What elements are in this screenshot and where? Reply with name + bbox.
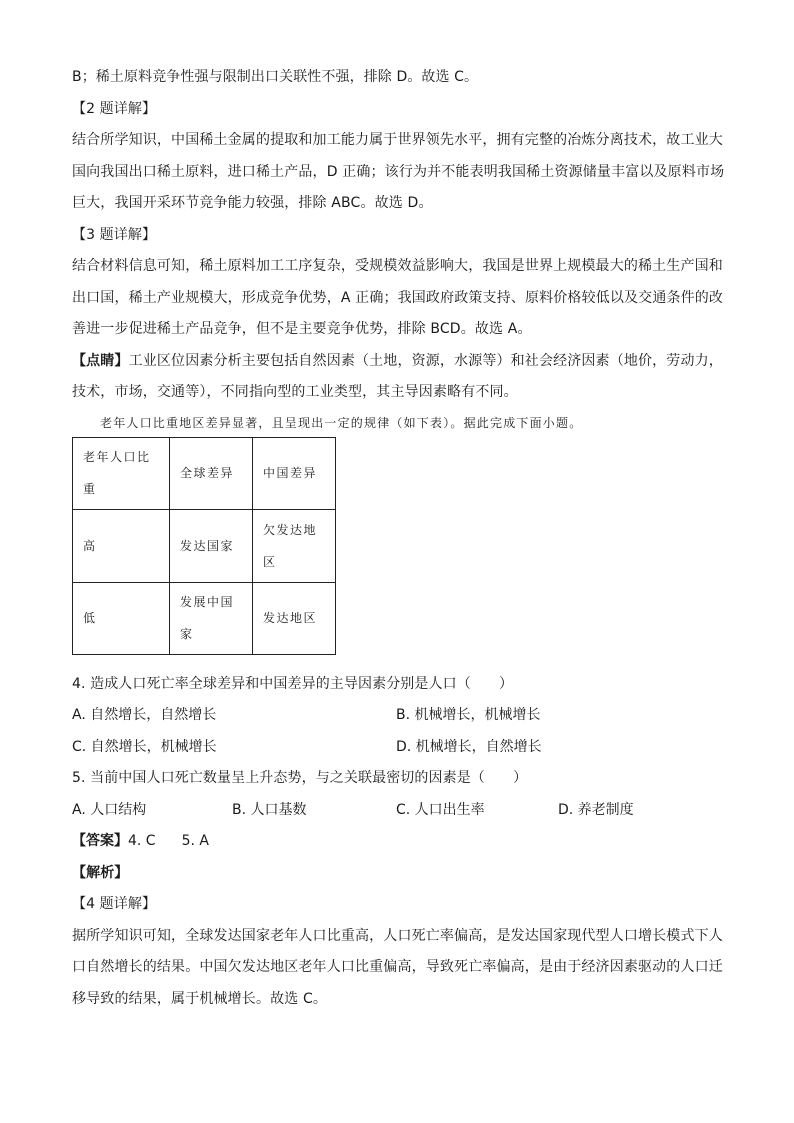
q3-detail-line: 结合材料信息可知，稀土原料加工工序复杂，受规模效益影响大，我国是世界上规模最大的稀土生产国和 <box>72 258 723 274</box>
answer-5: 5. A <box>181 833 209 849</box>
table-header-row <box>73 437 336 509</box>
cell-global-low: 发展中国 家 <box>170 582 253 654</box>
q2-detail-line: 巨大，我国开采环节竞争能力较强，排除 ABC。故选 D。 <box>72 195 433 211</box>
continuation-line: B；稀土原料竞争性强与限制出口关联性不强，排除 D。故选 C。 <box>72 69 479 85</box>
q4-detail-heading: 【4 题详解】 <box>72 896 157 912</box>
q2-detail-line: 国向我国出口稀土原料，进口稀土产品，D 正确；该行为并不能表明我国稀土资源储量丰富以及原料市场 <box>72 163 725 180</box>
q3-detail-line: 善进一步促进稀土产品竞争，但不是主要竞争优势，排除 BCD。故选 A。 <box>72 321 532 337</box>
tip-line <box>72 346 722 378</box>
q4-detail-line: 口自然增长的结果。中国欠发达地区老年人口比重偏高，导致死亡率偏高，是由于经济因素驱动的人口迁 <box>72 959 723 975</box>
q5-stem: 5. 当前中国人口死亡数量呈上升态势，与之关联最密切的因素是（ ） <box>72 770 528 786</box>
q2-detail-heading: 【2 题详解】 <box>72 100 157 117</box>
q4-options-row-2 <box>72 732 722 764</box>
table-row-high <box>73 509 336 582</box>
cell-level-high: 高 <box>73 509 170 582</box>
header-cell-global: 全球差异 <box>170 437 253 509</box>
q4-detail-line: 据所学知识可知，全球发达国家老年人口比重高，人口死亡率偏高，是发达国家现代型人口增长模式下人 <box>72 927 723 944</box>
q5-options-row <box>72 795 722 827</box>
analysis-tag: 【解析】 <box>72 864 129 881</box>
table-row-low <box>73 582 336 654</box>
q5-option-c: C. 人口出生率 <box>396 801 485 818</box>
q5-option-b: B. 人口基数 <box>232 801 307 818</box>
table-intro: 老年人口比重地区差异显著，且呈现出一定的规律（如下表）。据此完成下面小题。 <box>100 415 583 430</box>
q3-detail-line: 出口国，稀土产业规模大，形成竞争优势，A 正确；我国政府政策支持、原料价格较低以及交通条件的改 <box>72 289 724 306</box>
answer-line <box>72 826 722 858</box>
tip-tag: 【点睛】 <box>72 352 129 369</box>
q4-option-a: A. 自然增长，自然增长 <box>72 707 217 723</box>
cell-level-low: 低 <box>73 582 170 654</box>
header-cell-ratio: 老年人口比 重 <box>73 437 170 509</box>
tip-text: 工业区位因素分析主要包括自然因素（土地，资源，水源等）和社会经济因素（地价，劳动力， <box>128 352 723 369</box>
document-page <box>72 62 725 1015</box>
answer-tag: 【答案】 <box>72 833 128 849</box>
q4-options-row-1 <box>72 700 722 732</box>
q3-detail-heading: 【3 题详解】 <box>72 226 157 243</box>
q4-option-d: D. 机械增长，自然增长 <box>396 738 542 755</box>
q4-detail-line: 移导致的结果，属于机械增长。故选 C。 <box>72 990 328 1007</box>
q2-detail-line: 结合所学知识，中国稀土金属的提取和加工能力属于世界领先水平，拥有完整的冶炼分离技术，故工业大 <box>72 132 723 148</box>
cell-china-low: 发达地区 <box>253 582 336 654</box>
cell-global-high: 发达国家 <box>170 509 253 582</box>
q5-option-d: D. 养老制度 <box>558 801 634 818</box>
q4-stem: 4. 造成人口死亡率全球差异和中国差异的主导因素分别是人口（ ） <box>72 675 514 692</box>
q5-option-a: A. 人口结构 <box>72 801 147 818</box>
header-cell-china: 中国差异 <box>253 437 336 509</box>
q4-option-b: B. 机械增长，机械增长 <box>396 707 541 723</box>
cell-china-high: 欠发达地 区 <box>253 509 336 582</box>
elderly-ratio-table <box>72 437 336 655</box>
answer-4: 4. C <box>128 833 156 849</box>
q4-option-c: C. 自然增长，机械增长 <box>72 738 217 755</box>
tip-line-2: 技术，市场，交通等），不同指向型的工业类型，其主导因素略有不同。 <box>72 384 518 400</box>
